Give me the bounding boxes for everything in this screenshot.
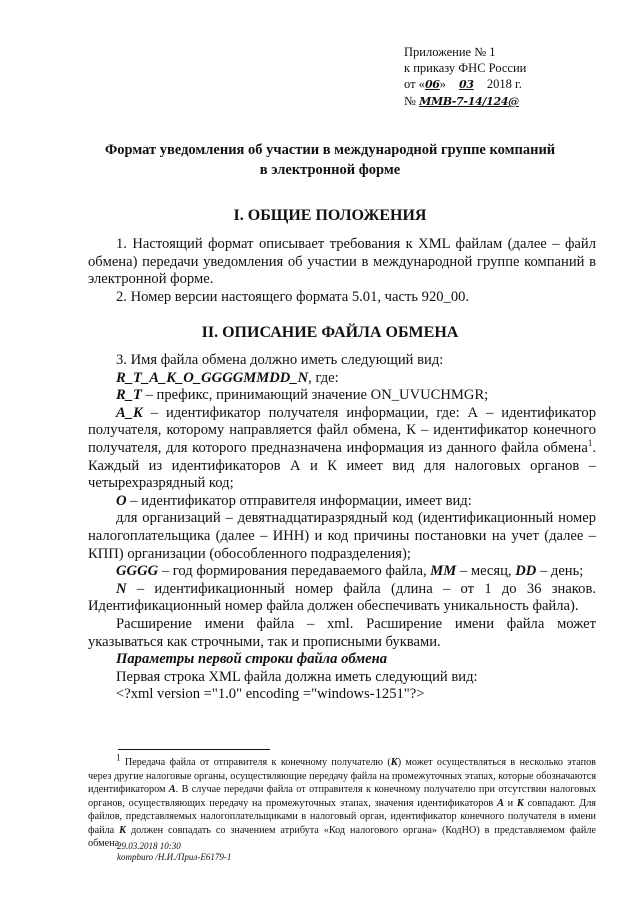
paragraph-prefix: R_T – префикс, принимающий значение ON_UVUCHMGR; <box>116 387 489 404</box>
paragraph-date: GGGG – год формирования передаваемого файла, MM – месяц, DD – день; <box>116 563 584 580</box>
paragraph-2: 2. Номер версии настоящего формата 5.01, часть 920_00. <box>116 288 470 305</box>
paragraph-1: 1. Настоящий формат описывает требования к XML файлам (далее – файл обмена) передачи уведомления об участии в международной группе компаний в электронной форме. <box>88 236 596 288</box>
footnote-divider <box>118 749 270 750</box>
file-stamp: 29.03.2018 10:30 kompburo /Н.И./Прил-Е6179-1 <box>117 841 232 862</box>
paragraph-first-line: Первая строка XML файла должна иметь следующий вид: <box>116 668 478 685</box>
paragraph-id-number: N – идентификационный номер файла (длина – от 1 до 36 знаков. Идентификационный номер файла должен обеспечивать уникальность файла). <box>88 580 596 615</box>
paragraph-xml-declaration: <?xml version ="1.0" encoding ="windows-1251"?> <box>116 686 425 703</box>
annex-line-2: к приказу ФНС России <box>404 61 527 75</box>
paragraph-3: 3. Имя файла обмена должно иметь следующий вид: <box>116 352 444 368</box>
annex-line-1: Приложение № 1 <box>404 45 496 59</box>
annex-month: 03 <box>459 78 474 91</box>
paragraph-organizations: для организаций – девятнадцатиразрядный код (идентификационный номер налогоплательщика (далее – ИНН) и код причины постановки на учет (далее – КПП) организации (обособленного подразделения); <box>88 510 596 562</box>
paragraph-file-name: R_T_A_K_O_GGGGMMDD_N, где: <box>116 369 339 386</box>
paragraph-first-line-heading: Параметры первой строки файла обмена <box>116 651 388 668</box>
annex-day: 06 <box>424 78 440 91</box>
paragraph-sender: O – идентификатор отправителя информации, имеет вид: <box>116 492 472 509</box>
footnote-mark: 1 <box>116 752 121 763</box>
document-title: Формат уведомления об участии в международной группе компаний в электронной форме <box>104 142 556 178</box>
section-1-body <box>88 236 596 306</box>
annex-number: ММВ-7-14/124@ <box>419 95 519 108</box>
annex-number-line: № ММВ-7-14/124@ <box>404 94 519 108</box>
footnote-ref: 1 <box>587 438 593 449</box>
footnote: 1 Передача файла от отправителя к конечному получателю (К) может осуществляться в несколько этапов через другие налоговые органы, осуществляющие передачу файла на промежуточных этапах, которые обозначаются идентификатором А. В случае передачи файла от отправителя к конечному получателю при отсутствии налоговых органов, осуществляющих передачу на промежуточных этапах, значения идентификаторов А и К совпадают. Для файлов, представляемых налогоплательщиками в налоговый орган, идентификатор конечного получателя в имени файла К должен совпадать со значением атрибута «Код налогового органа» (КодНО) в представляемом файле обмена. <box>88 752 596 849</box>
annex-block <box>404 44 604 110</box>
paragraph-extension: Расширение имени файла – xml. Расширение имени файла может указываться как строчными, так и прописными буквами. <box>88 615 596 650</box>
section-2-body <box>88 352 596 704</box>
annex-date-line: от «06» 03 2018 г. <box>404 77 522 91</box>
paragraph-recipient: A_K – идентификатор получателя информации, где: А – идентификатор получателя, которому направляется файл обмена, К – идентификатор конечного получателя, для которого предназначена информация из данного файла обмена$^1$. Каждый из идентификаторов А и К имеет вид для налоговых органов – четырехразрядный код; <box>88 404 596 492</box>
section-2-heading: II. ОПИСАНИЕ ФАЙЛА ОБМЕНА <box>201 324 459 341</box>
section-1-heading: I. ОБЩИЕ ПОЛОЖЕНИЯ <box>233 207 427 224</box>
